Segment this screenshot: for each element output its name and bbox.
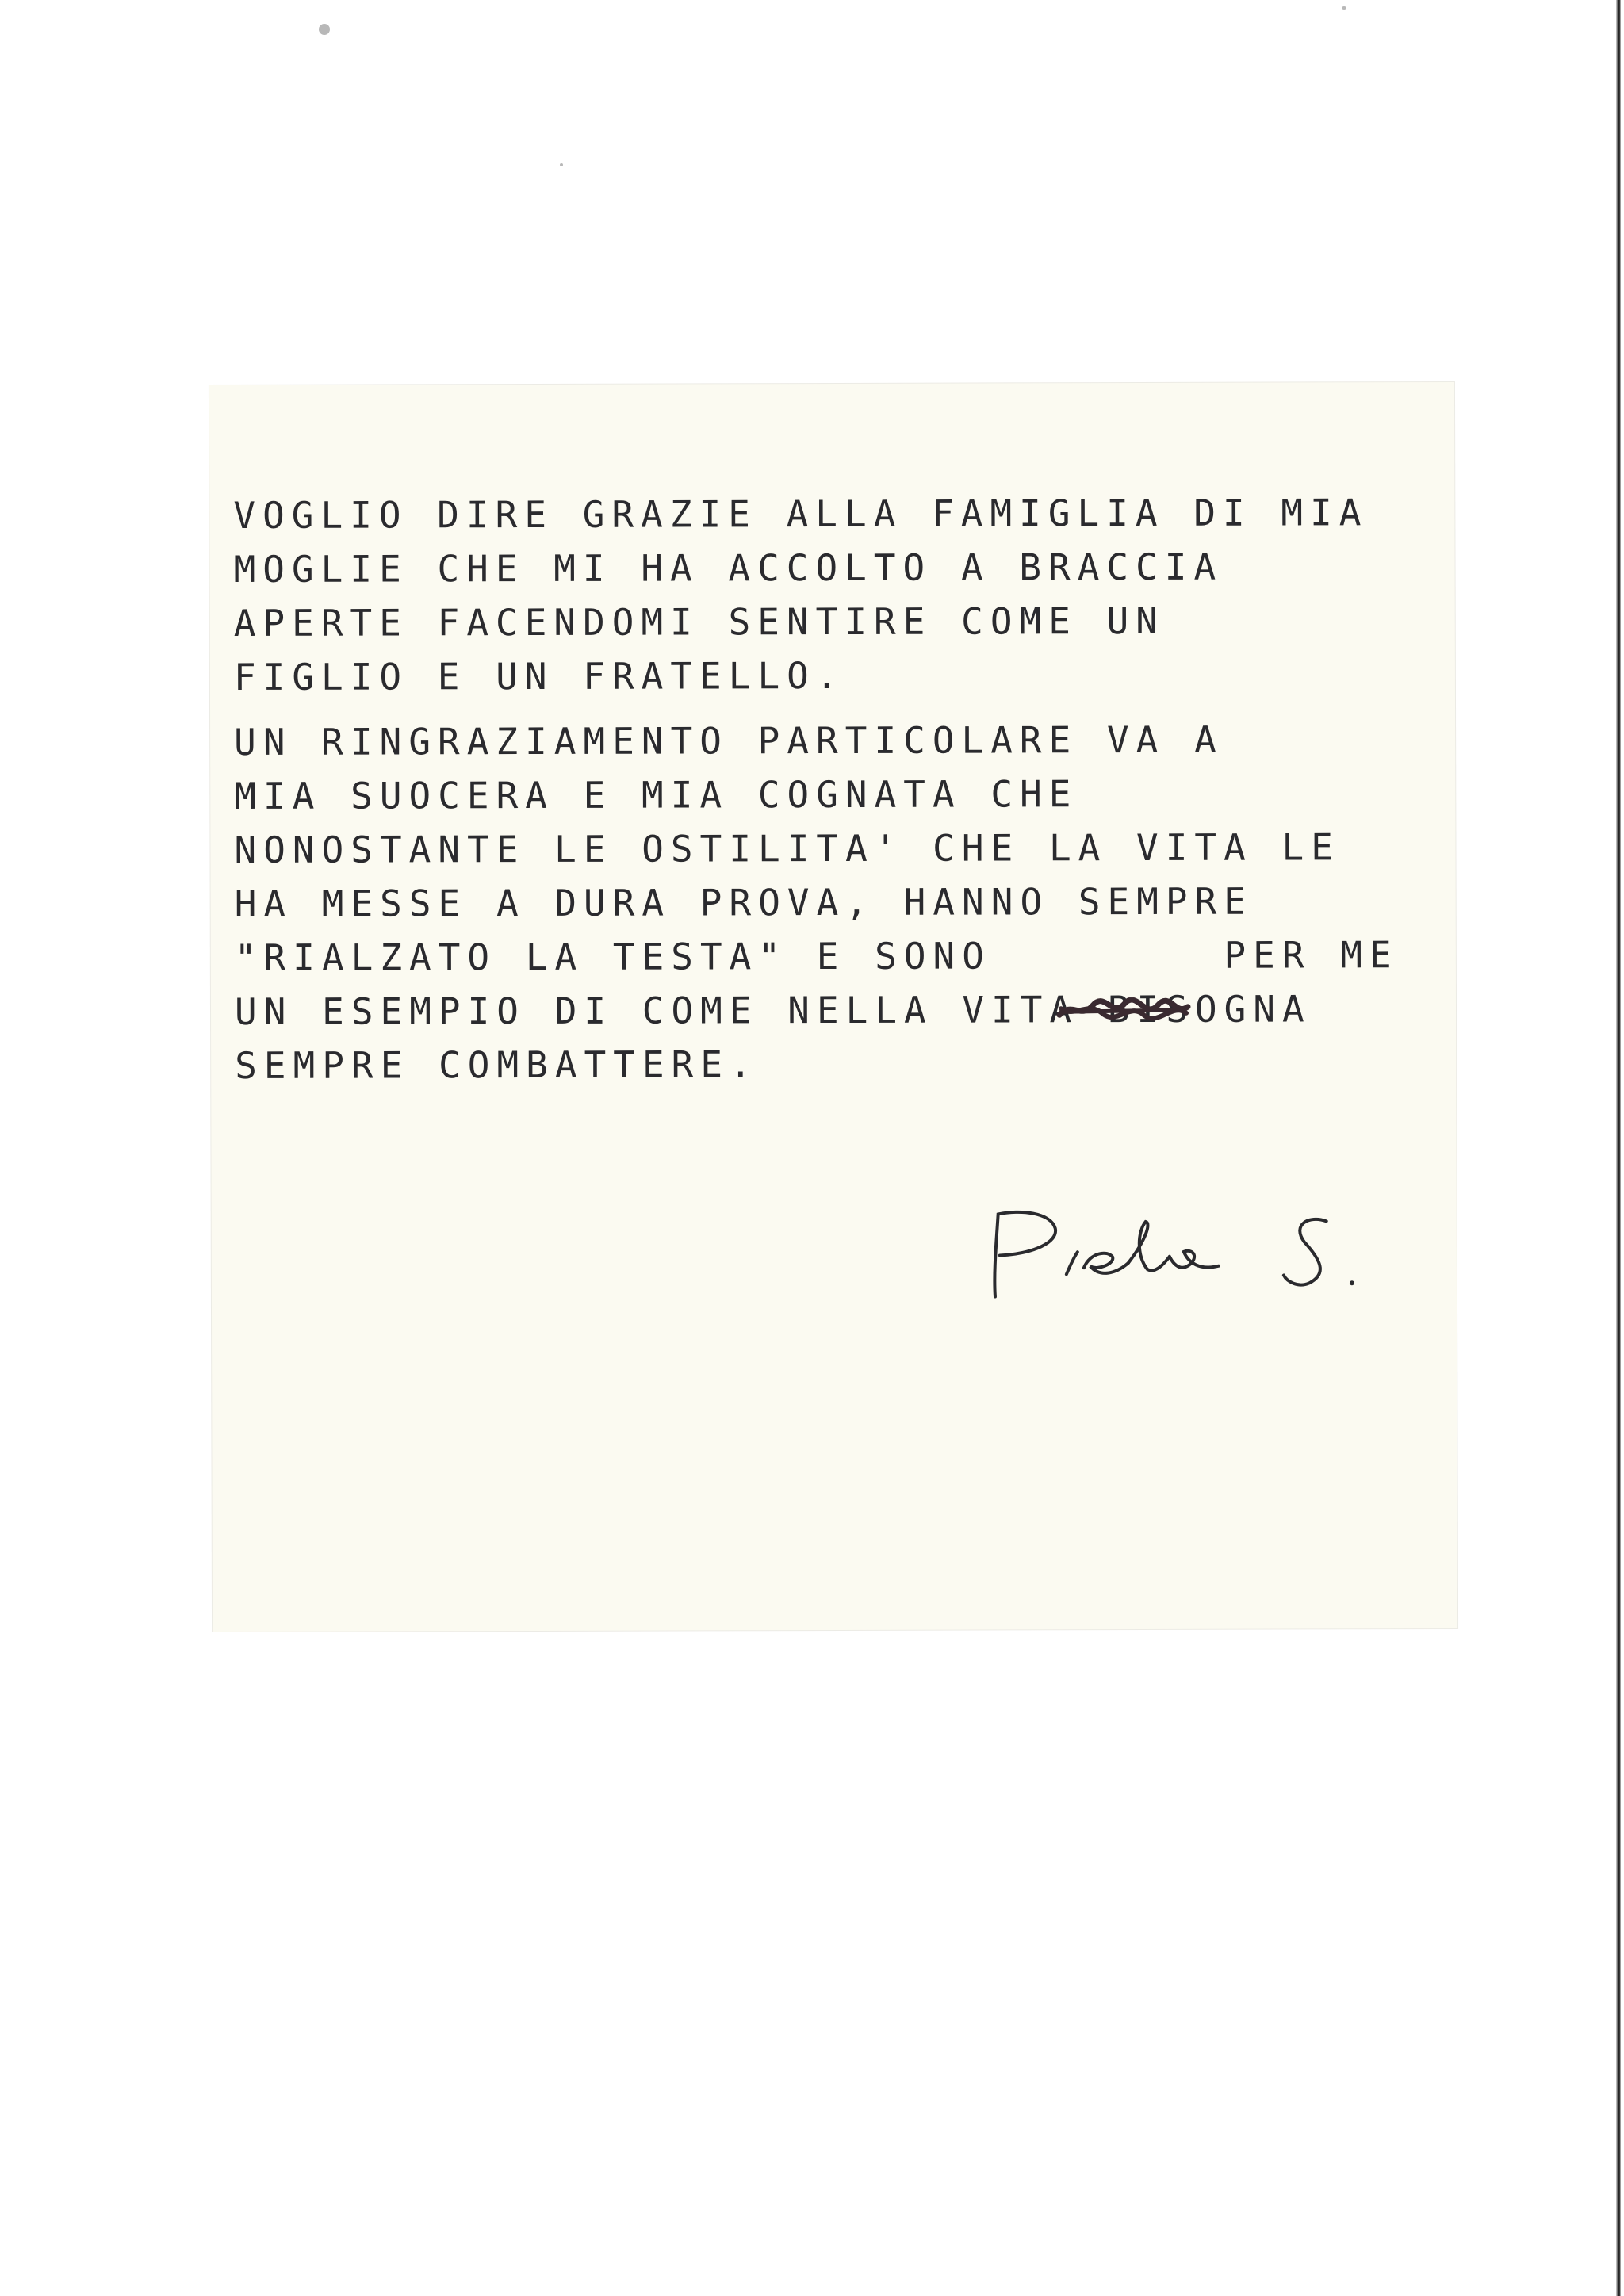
handwritten-signature [989,1207,1401,1303]
note-line: MOGLIE CHE MI HA ACCOLTO A BRACCIA [233,545,1224,591]
dust-speck [319,24,330,35]
note-card [209,382,1457,1632]
note-line: "RIALZATO LA TESTA" E SONO PER ME [234,933,1399,979]
note-line: SEMPRE COMBATTERE. [235,1043,759,1087]
scan-edge-shadow [1616,0,1621,2296]
note-line: MIA SUOCERA E MIA COGNATA CHE [234,772,1078,817]
note-line: UN ESEMPIO DI COME NELLA VITA BISOGNA [234,987,1312,1033]
note-line: UN RINGRAZIAMENTO PARTICOLARE VA A [234,718,1224,763]
crossed-out-word [1056,997,1191,1021]
dust-speck [1342,6,1346,10]
note-line: NONOSTANTE LE OSTILITA' CHE LA VITA LE [234,825,1340,871]
note-line: HA MESSE A DURA PROVA, HANNO SEMPRE [234,879,1254,925]
note-text [233,485,1440,1093]
note-line: APERTE FACENDOMI SENTIRE COME UN [233,599,1166,645]
dust-speck [560,163,563,166]
note-line: FIGLIO E UN FRATELLO. [233,653,845,698]
note-line: VOGLIO DIRE GRAZIE ALLA FAMIGLIA DI MIA [233,491,1369,537]
